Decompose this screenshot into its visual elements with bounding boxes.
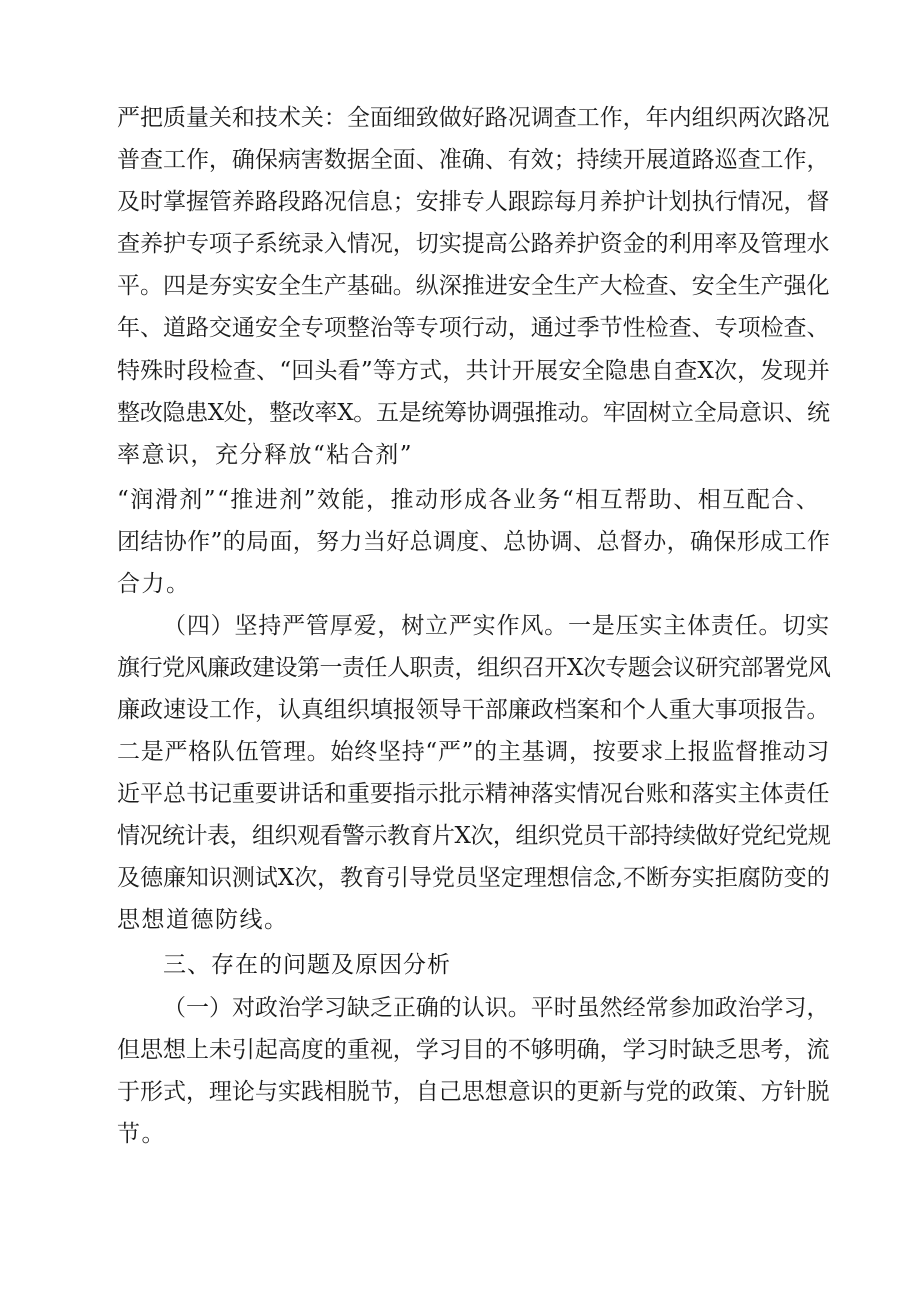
paragraph-line: 平。四是夯实安全生产基础。纵深推进安全生产大检查、安全生产强化 bbox=[117, 273, 830, 299]
paragraph-line: 年、道路交通安全专项整治等专项行动，通过季节性检查、专项检查、 bbox=[117, 315, 830, 341]
paragraph-line: 率意识，充分释放“粘合剂” bbox=[117, 442, 414, 468]
paragraph-line: （一）对政治学习缺乏正确的认识。平时虽然经常参加政治学习， bbox=[163, 995, 830, 1021]
paragraph-line: 旗行党风廉政建设第一责任人职责，组织召开X次专题会议研究部署党风 bbox=[117, 655, 831, 681]
paragraph-line: 团结协作”的局面，努力当好总调度、总协调、总督办，确保形成工作 bbox=[117, 529, 831, 555]
paragraph-line: 近平总书记重要讲话和重要指示批示精神落实情况台账和落实主体责任 bbox=[117, 781, 830, 807]
paragraph-line: 节。 bbox=[117, 1121, 166, 1147]
paragraph-line: 情况统计表，组织观看警示教育片X次，组织党员干部持续做好党纪党规 bbox=[117, 823, 831, 849]
section-heading: 三、存在的问题及原因分析 bbox=[163, 952, 451, 978]
paragraph-line: 但思想上未引起高度的重视，学习目的不够明确，学习时缺乏思考，流 bbox=[117, 1037, 830, 1063]
paragraph-line: 特殊时段检查、“回头看”等方式，共计开展安全隐患自查X次，发现并 bbox=[117, 358, 830, 384]
paragraph-line: （四）坚持严管厚爱，树立严实作风。一是压实主体责任。切实 bbox=[163, 613, 830, 639]
paragraph-line: 思想道德防线。 bbox=[117, 907, 289, 933]
paragraph-line: 整改隐患X处，整改率X。五是统筹协调强推动。牢固树立全局意识、统 bbox=[117, 400, 830, 426]
paragraph-line: 二是严格队伍管理。始终坚持“严”的主基调，按要求上报监督推动习 bbox=[117, 739, 831, 765]
paragraph-line: 合力。 bbox=[117, 571, 191, 597]
paragraph-line: 廉政速设工作，认真组织填报领导干部廉政档案和个人重大事项报告。 bbox=[117, 697, 830, 723]
paragraph-line: 普查工作，确保病害数据全面、准确、有效；持续开展道路巡查工作， bbox=[117, 147, 830, 173]
paragraph-line: 及德廉知识测试X次，教育引导党员坚定理想信念,不断夯实拒腐防变的 bbox=[117, 865, 830, 891]
paragraph-line: 及时掌握管养路段路况信息；安排专人跟踪每月养护计划执行情况，督 bbox=[117, 189, 830, 215]
paragraph-line: 于形式，理论与实践相脱节，自己思想意识的更新与党的政策、方针脱 bbox=[117, 1079, 830, 1105]
paragraph-line: 严把质量关和技术关：全面细致做好路况调查工作，年内组织两次路况 bbox=[117, 105, 830, 131]
paragraph-line: 查养护专项子系统录入情况，切实提高公路养护资金的利用率及管理水 bbox=[117, 231, 830, 257]
paragraph-line: “润滑剂”“推进剂”效能，推动形成各业务“相互帮助、相互配合、 bbox=[117, 487, 821, 513]
